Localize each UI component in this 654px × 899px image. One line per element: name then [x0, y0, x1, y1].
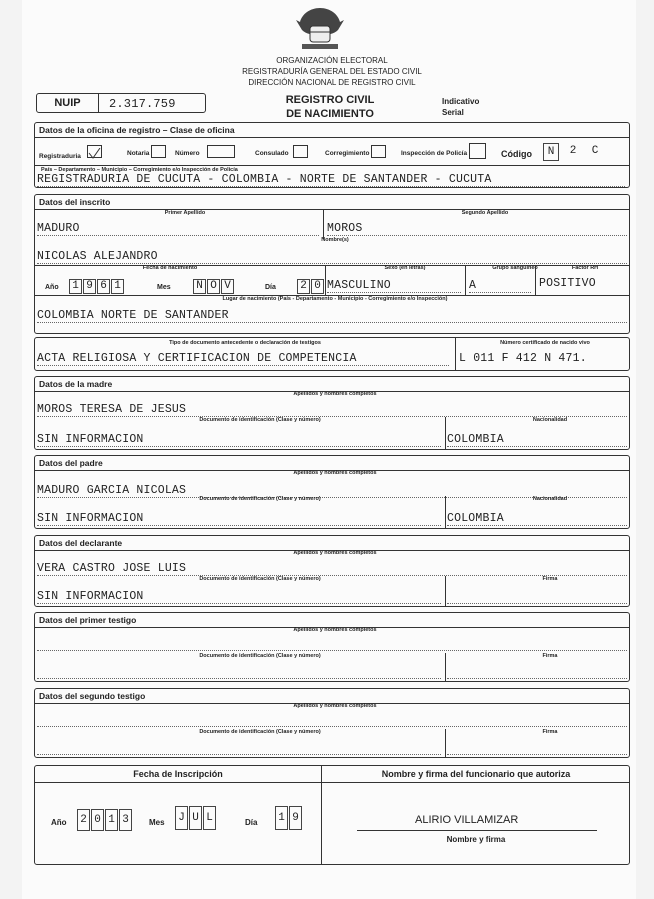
inscripcion-anio-cell: 1 [105, 809, 118, 831]
location-label: País – Departamento – Municipio – Corregimiento e/o Inspección de Policía [41, 167, 238, 173]
notaria-label: Notaria [127, 150, 150, 157]
fecha-inscripcion-title: Fecha de Inscripción [133, 769, 223, 779]
segundo-apellido-label: Segundo Apellido [461, 210, 509, 216]
declarante-nombres-value: VERA CASTRO JOSE LUIS [37, 562, 627, 576]
nuip-label: NUIP [37, 94, 99, 112]
madre-documento-label: Documento de identificación (Clase y número) [199, 417, 321, 423]
numero-label: Número [175, 150, 200, 157]
lugar-nacimiento-value: COLOMBIA NORTE DE SANTANDER [37, 309, 627, 323]
registrant-section [34, 194, 630, 334]
dia-cell: 2 [297, 279, 310, 294]
sexo-label: Sexo (en letras) [384, 265, 426, 271]
primer-apellido-label: Primer Apellido [164, 210, 206, 216]
anio-cell: 9 [83, 279, 96, 294]
certificado-label: Número certificado de nacido vivo [500, 340, 590, 346]
testigo1-documento-label: Documento de identificación (Clase y número) [199, 653, 321, 659]
registraduria-checkbox[interactable] [87, 145, 102, 158]
testigo2-documento-label: Documento de identificación (Clase y número) [199, 729, 321, 735]
first-witness-section-title: Datos del primer testigo [35, 613, 629, 628]
registrant-section-title: Datos del inscrito [35, 195, 629, 210]
testigo1-nombres-line [37, 639, 627, 651]
mother-section-title: Datos de la madre [35, 377, 629, 392]
testigo1-firma-label: Firma [542, 653, 558, 659]
declarante-documento-value: SIN INFORMACION [37, 590, 441, 604]
anio-label: Año [45, 284, 59, 291]
inscripcion-dia-label: Día [245, 818, 258, 827]
office-section [34, 122, 630, 188]
check-mark-icon [88, 148, 101, 159]
testigo2-nombres-label: Apellidos y nombres completos [293, 703, 377, 709]
dia-label: Día [265, 284, 276, 291]
first-witness-section [34, 612, 630, 682]
inscripcion-anio-cell: 0 [91, 809, 104, 831]
padre-documento-value: SIN INFORMACION [37, 512, 441, 526]
corregimiento-checkbox[interactable] [371, 145, 386, 158]
numero-field[interactable] [207, 145, 235, 158]
declarant-section-title: Datos del declarante [35, 536, 629, 551]
mother-section [34, 376, 630, 450]
declarante-firma-line [447, 590, 627, 604]
madre-documento-value: SIN INFORMACION [37, 433, 441, 447]
inscripcion-anio-label: Año [51, 818, 67, 827]
segundo-apellido-value: MOROS [327, 222, 627, 236]
doc-title-line1: REGISTRO CIVIL [285, 94, 375, 106]
inscripcion-mes-label: Mes [149, 818, 165, 827]
codigo-cell: 2 [569, 145, 577, 157]
doc-title-line2: DE NACIMIENTO [286, 108, 374, 120]
antecedent-document-section [34, 337, 630, 371]
mes-label: Mes [157, 284, 171, 291]
registraduria-label: Registraduria [39, 153, 81, 160]
declarante-firma-label: Firma [542, 576, 558, 582]
father-section-title: Datos del padre [35, 456, 629, 471]
testigo2-firma-label: Firma [542, 729, 558, 735]
serial-label: Serial [442, 108, 464, 117]
birth-registry-document [22, 0, 636, 899]
consulado-label: Consulado [255, 150, 289, 157]
lugar-nacimiento-label: Lugar de nacimiento (País - Departamento - Municipio - Corregimiento e/o Inspección) [222, 296, 448, 302]
registraduria-general: REGISTRADURÍA GENERAL DEL ESTADO CIVIL [242, 67, 422, 76]
notaria-checkbox[interactable] [151, 145, 166, 158]
signature-line [357, 830, 597, 831]
mes-cell: O [207, 279, 220, 294]
testigo2-nombres-line [37, 715, 627, 727]
madre-nombres-label: Apellidos y nombres completos [293, 391, 377, 397]
testigo2-firma-line [447, 741, 627, 755]
second-witness-section [34, 688, 630, 758]
inscripcion-dia-cell: 9 [289, 806, 302, 830]
nuip-value: 2.317.759 [109, 97, 176, 111]
inscripcion-anio-cell: 2 [77, 809, 90, 831]
declarant-section [34, 535, 630, 607]
grupo-sanguineo-label: Grupo sanguíneo [492, 265, 538, 271]
codigo-cell: N [543, 143, 559, 161]
tipo-documento-value: ACTA RELIGIOSA Y CERTIFICACION DE COMPETENCIA [37, 352, 449, 366]
org-name: ORGANIZACIÓN ELECTORAL [276, 56, 388, 65]
padre-nacionalidad-label: Nacionalidad [532, 496, 568, 502]
funcionario-title: Nombre y firma del funcionario que autoriza [381, 769, 571, 779]
fecha-nacimiento-label: Fecha de nacimiento [142, 265, 198, 271]
anio-cell: 6 [97, 279, 110, 294]
testigo2-documento-line [37, 741, 441, 755]
inscripcion-mes-cell: U [189, 806, 202, 830]
mes-cell: V [221, 279, 234, 294]
consulado-checkbox[interactable] [293, 145, 308, 158]
sexo-value: MASCULINO [327, 279, 461, 293]
nombre-firma-label: Nombre y firma [446, 835, 506, 844]
second-witness-section-title: Datos del segundo testigo [35, 689, 629, 704]
padre-nombres-value: MADURO GARCIA NICOLAS [37, 484, 627, 498]
codigo-cell: C [591, 145, 599, 157]
madre-nacionalidad-label: Nacionalidad [532, 417, 568, 423]
indicativo-label: Indicativo [442, 97, 480, 106]
declarante-nombres-label: Apellidos y nombres completos [293, 550, 377, 556]
nuip-box [36, 93, 206, 113]
inscripcion-anio-cell: 3 [119, 809, 132, 831]
office-section-title: Datos de la oficina de registro – Clase de oficina [35, 123, 629, 138]
tipo-documento-label: Tipo de documento antecedente o declaración de testigos [169, 340, 321, 346]
declarante-documento-label: Documento de identificación (Clase y número) [199, 576, 321, 582]
father-section [34, 455, 630, 529]
testigo1-documento-line [37, 665, 441, 679]
direccion-nacional: DIRECCIÓN NACIONAL DE REGISTRO CIVIL [248, 78, 416, 87]
testigo1-firma-line [447, 665, 627, 679]
certificado-value: L 011 F 412 N 471. [459, 352, 587, 365]
madre-nacionalidad-value: COLOMBIA [447, 433, 627, 447]
inscripcion-dia-cell: 1 [275, 806, 288, 830]
grupo-sanguineo-value: A [469, 279, 531, 293]
mes-cell: N [193, 279, 206, 294]
inspeccion-label: Inspección de Policía [401, 150, 468, 157]
corregimiento-label: Corregimiento [325, 150, 370, 157]
inscripcion-mes-cell: J [175, 806, 188, 830]
madre-nombres-value: MOROS TERESA DE JESUS [37, 403, 627, 417]
factor-rh-label: Factor RH [571, 265, 599, 271]
funcionario-name: ALIRIO VILLAMIZAR [415, 814, 519, 826]
padre-documento-label: Documento de identificación (Clase y número) [199, 496, 321, 502]
inscription-section [34, 765, 630, 865]
inspeccion-checkbox[interactable] [469, 143, 486, 159]
factor-rh-value: POSITIVO [539, 277, 596, 290]
nombres-label: Nombre(s) [321, 237, 349, 243]
anio-cell: 1 [69, 279, 82, 294]
inscripcion-mes-cell: L [203, 806, 216, 830]
codigo-label: Código [501, 149, 532, 159]
padre-nacionalidad-value: COLOMBIA [447, 512, 627, 526]
anio-cell: 1 [111, 279, 124, 294]
padre-nombres-label: Apellidos y nombres completos [293, 470, 377, 476]
nombres-value: NICOLAS ALEJANDRO [37, 250, 627, 264]
location-value: REGISTRADURIA DE CUCUTA - COLOMBIA - NORTE DE SANTANDER - CUCUTA [37, 173, 625, 187]
coat-of-arms-icon [292, 4, 348, 52]
testigo1-nombres-label: Apellidos y nombres completos [293, 627, 377, 633]
primer-apellido-value: MADURO [37, 222, 319, 236]
dia-cell: 0 [311, 279, 324, 294]
